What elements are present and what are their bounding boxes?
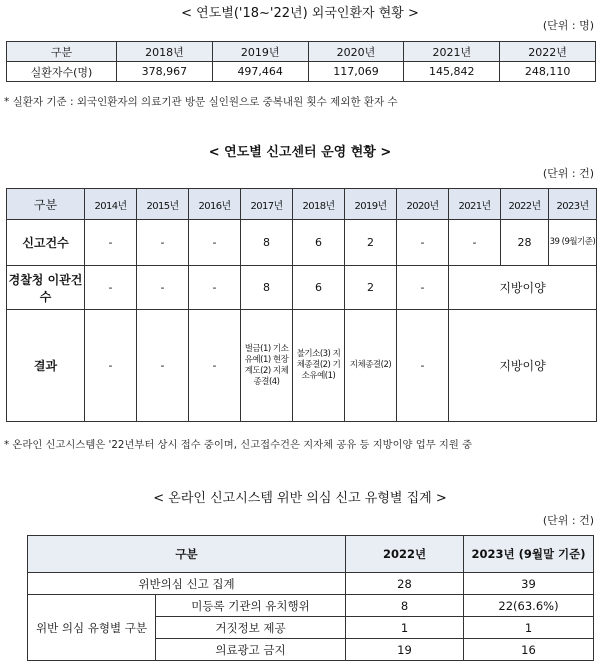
header-cell: 2021년	[449, 189, 501, 220]
table-cell: 불기소(3) 지체종결(2) 기소유예(1)	[293, 310, 345, 422]
table-cell: 39	[464, 573, 594, 595]
row-label: 미등록 기관의 유치행위	[156, 595, 346, 617]
header-cell: 2018년	[117, 42, 213, 62]
table-cell: 8	[241, 266, 293, 310]
table-cell: 248,110	[500, 62, 596, 82]
header-cell: 구분	[28, 536, 346, 573]
merged-cell: 지방이양	[449, 310, 597, 422]
table-cell: 16	[464, 639, 594, 661]
table-row	[28, 573, 594, 595]
group-label: 위반 의심 유형별 구분	[28, 595, 156, 661]
header-cell: 2022년	[501, 189, 549, 220]
header-cell: 2023년 (9월말 기준)	[464, 536, 594, 573]
table-cell: 1	[464, 617, 594, 639]
table-row	[7, 266, 597, 310]
header-cell: 2015년	[137, 189, 189, 220]
table-cell: 6	[293, 266, 345, 310]
report-center-table	[6, 188, 597, 422]
violation-report-table	[27, 535, 594, 661]
table-cell: 19	[346, 639, 464, 661]
header-cell: 구분	[7, 42, 117, 62]
table-cell: 28	[501, 220, 549, 266]
header-cell: 2023년	[549, 189, 597, 220]
header-cell: 2019년	[212, 42, 308, 62]
section2-title: < 연도별 신고센터 운영 현황 >	[208, 145, 392, 160]
header-cell: 2018년	[293, 189, 345, 220]
table-cell: -	[449, 220, 501, 266]
table-cell: -	[397, 266, 449, 310]
table-cell: -	[189, 220, 241, 266]
table-cell: -	[137, 310, 189, 422]
table-cell: 497,464	[212, 62, 308, 82]
table-row	[7, 62, 596, 82]
header-cell: 2014년	[85, 189, 137, 220]
row-label: 경찰청 이관건수	[7, 266, 85, 310]
section3-unit: (단위 : 건)	[542, 514, 594, 527]
table-header-row	[7, 42, 596, 62]
table-cell: -	[85, 310, 137, 422]
foreign-patient-table	[6, 41, 596, 82]
section3-title: < 온라인 신고시스템 위반 의심 신고 유형별 집계 >	[153, 491, 447, 506]
table-cell: 378,967	[117, 62, 213, 82]
table-cell: 39 (9월기준)	[549, 220, 597, 266]
section1-footnote: * 실환자 기준 : 외국인환자의 의료기관 방문 실인원으로 중복내원 횟수 제외한 환자 수	[4, 96, 398, 108]
table-header-row	[7, 189, 597, 220]
header-cell: 2022년	[500, 42, 596, 62]
table-cell: 6	[293, 220, 345, 266]
section1-title: < 연도별('18~'22년) 외국인환자 현황 >	[181, 6, 419, 21]
header-cell: 2020년	[308, 42, 404, 62]
header-cell: 2017년	[241, 189, 293, 220]
merged-cell: 지방이양	[449, 266, 597, 310]
table-cell: -	[189, 310, 241, 422]
header-cell: 2020년	[397, 189, 449, 220]
table-cell: 8	[346, 595, 464, 617]
table-cell: 벌금(1) 기소유예(1) 현장계도(2) 지체종결(4)	[241, 310, 293, 422]
table-cell: -	[137, 220, 189, 266]
table-cell: 2	[345, 220, 397, 266]
table-cell: 22(63.6%)	[464, 595, 594, 617]
table-cell: -	[397, 220, 449, 266]
row-label: 거짓정보 제공	[156, 617, 346, 639]
table-cell: -	[85, 220, 137, 266]
header-cell: 2021년	[404, 42, 500, 62]
row-label: 신고건수	[7, 220, 85, 266]
table-cell: 2	[345, 266, 397, 310]
table-cell: -	[85, 266, 137, 310]
row-label: 의료광고 금지	[156, 639, 346, 661]
table-cell: 28	[346, 573, 464, 595]
header-cell: 2016년	[189, 189, 241, 220]
table-cell: -	[189, 266, 241, 310]
table-cell: 117,069	[308, 62, 404, 82]
section2-footnote: * 온라인 신고시스템은 '22년부터 상시 접수 중이며, 신고접수건은 지자체 공유 등 지방이양 업무 지원 중	[4, 439, 473, 451]
table-cell: -	[137, 266, 189, 310]
row-label: 결과	[7, 310, 85, 422]
section2-unit: (단위 : 건)	[542, 167, 594, 180]
table-cell: 8	[241, 220, 293, 266]
table-row	[7, 310, 597, 422]
table-header-row	[28, 536, 594, 573]
table-cell: 145,842	[404, 62, 500, 82]
row-label: 위반의심 신고 집계	[28, 573, 346, 595]
header-cell: 구분	[7, 189, 85, 220]
table-cell: 지체종결(2)	[345, 310, 397, 422]
header-cell: 2019년	[345, 189, 397, 220]
row-label: 실환자수(명)	[7, 62, 117, 82]
section1-unit: (단위 : 명)	[542, 19, 594, 32]
table-cell: 1	[346, 617, 464, 639]
table-row	[28, 595, 594, 617]
table-row	[7, 220, 597, 266]
header-cell: 2022년	[346, 536, 464, 573]
table-cell: -	[397, 310, 449, 422]
